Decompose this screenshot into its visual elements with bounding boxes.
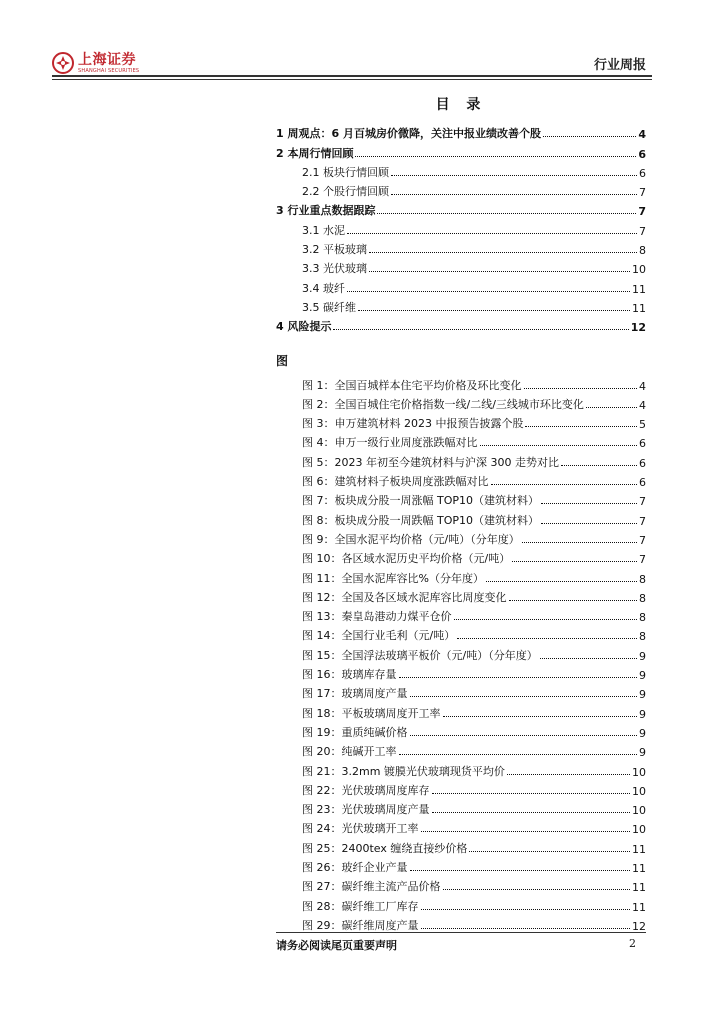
- figure-entry[interactable]: 图 28：碳纤维工厂库存 11: [302, 899, 646, 914]
- header-divider-thin: [52, 79, 652, 80]
- figure-entry[interactable]: 图 22：光伏玻璃周度库存 10: [302, 783, 646, 798]
- figure-entry[interactable]: 图 1：全国百城样本住宅平均价格及环比变化 4: [302, 378, 646, 393]
- page-number: 2: [629, 937, 636, 950]
- toc-entry[interactable]: 2.1 板块行情回顾 6: [302, 165, 646, 180]
- figure-entry[interactable]: 图 12：全国及各区域水泥库容比周度变化 8: [302, 590, 646, 605]
- footer-divider: [276, 932, 646, 933]
- toc-entry[interactable]: 4 风险提示 12: [276, 320, 646, 335]
- toc-entry[interactable]: 2 本周行情回顾 6: [276, 146, 646, 161]
- figure-list: [276, 373, 646, 933]
- figure-entry[interactable]: 图 26：玻纤企业产量 11: [302, 860, 646, 875]
- figure-entry[interactable]: 图 9：全国水泥平均价格（元/吨）（分年度） 7: [302, 532, 646, 547]
- toc-entry[interactable]: 1 周观点：6 月百城房价微降，关注中报业绩改善个股 4: [276, 127, 646, 142]
- figure-entry[interactable]: 图 18：平板玻璃周度开工率 9: [302, 706, 646, 721]
- figure-entry[interactable]: 图 24：光伏玻璃开工率 10: [302, 822, 646, 837]
- figure-entry[interactable]: 图 25：2400tex 缠绕直接纱价格 11: [302, 841, 646, 856]
- figure-entry[interactable]: 图 5：2023 年初至今建筑材料与沪深 300 走势对比 6: [302, 455, 646, 470]
- toc-entry[interactable]: 3.1 水泥 7: [302, 223, 646, 238]
- logo-chinese-name: 上海证券: [78, 51, 136, 68]
- logo-emblem-icon: [52, 52, 74, 74]
- toc-entry[interactable]: 3 行业重点数据跟踪 7: [276, 204, 646, 219]
- figure-entry[interactable]: 图 8：板块成分股一周跌幅 TOP10（建筑材料） 7: [302, 513, 646, 528]
- page-footer: [276, 932, 646, 952]
- figure-entry[interactable]: 图 14：全国行业毛利（元/吨） 8: [302, 629, 646, 644]
- header-divider: [52, 75, 652, 77]
- toc-title: 目 录: [435, 97, 487, 113]
- toc-entry[interactable]: 3.4 玻纤 11: [302, 281, 646, 296]
- logo-english-name: SHANGHAI SECURITIES: [78, 67, 140, 74]
- figure-entry[interactable]: 图 15：全国浮法玻璃平板价（元/吨）（分年度） 9: [302, 648, 646, 663]
- figure-entry[interactable]: 图 4：申万一级行业周度涨跌幅对比 6: [302, 436, 646, 451]
- figure-entry[interactable]: 图 2：全国百城住宅价格指数一线/二线/三线城市环比变化 4: [302, 397, 646, 412]
- figure-entry[interactable]: 图 3：申万建筑材料 2023 中报预告披露个股 5: [302, 417, 646, 432]
- toc-entry[interactable]: 2.2 个股行情回顾 7: [302, 185, 646, 200]
- figure-entry[interactable]: 图 20：纯碱开工率 9: [302, 745, 646, 760]
- page-header: [52, 48, 652, 78]
- toc-list: [276, 122, 646, 334]
- toc-entry[interactable]: 3.3 光伏玻璃 10: [302, 262, 646, 277]
- toc-content: [276, 94, 646, 933]
- toc-entry[interactable]: 3.5 碳纤维 11: [302, 300, 646, 315]
- figure-entry[interactable]: 图 27：碳纤维主流产品价格 11: [302, 880, 646, 895]
- toc-entry[interactable]: 3.2 平板玻璃 8: [302, 243, 646, 258]
- company-logo: [52, 52, 139, 74]
- disclaimer-notice: 请务必阅读尾页重要声明: [276, 939, 397, 952]
- figure-entry[interactable]: 图 6：建筑材料子板块周度涨跌幅对比 6: [302, 475, 646, 490]
- figure-list-heading: 图: [276, 354, 289, 369]
- figure-entry[interactable]: 图 29：碳纤维周度产量 12: [302, 918, 646, 933]
- report-type-label: 行业周报: [593, 58, 646, 73]
- figure-entry[interactable]: 图 21：3.2mm 镀膜光伏玻璃现货平均价 10: [302, 764, 646, 779]
- figure-entry[interactable]: 图 16：玻璃库存量 9: [302, 668, 646, 683]
- figure-entry[interactable]: 图 19：重质纯碱价格 9: [302, 725, 646, 740]
- figure-entry[interactable]: 图 11：全国水泥库容比%（分年度） 8: [302, 571, 646, 586]
- figure-entry[interactable]: 图 23：光伏玻璃周度产量 10: [302, 803, 646, 818]
- figure-entry[interactable]: 图 10：各区域水泥历史平均价格（元/吨） 7: [302, 552, 646, 567]
- figure-entry[interactable]: 图 13：秦皇岛港动力煤平仓价 8: [302, 610, 646, 625]
- figure-entry[interactable]: 图 7：板块成分股一周涨幅 TOP10（建筑材料） 7: [302, 494, 646, 509]
- figure-entry[interactable]: 图 17：玻璃周度产量 9: [302, 687, 646, 702]
